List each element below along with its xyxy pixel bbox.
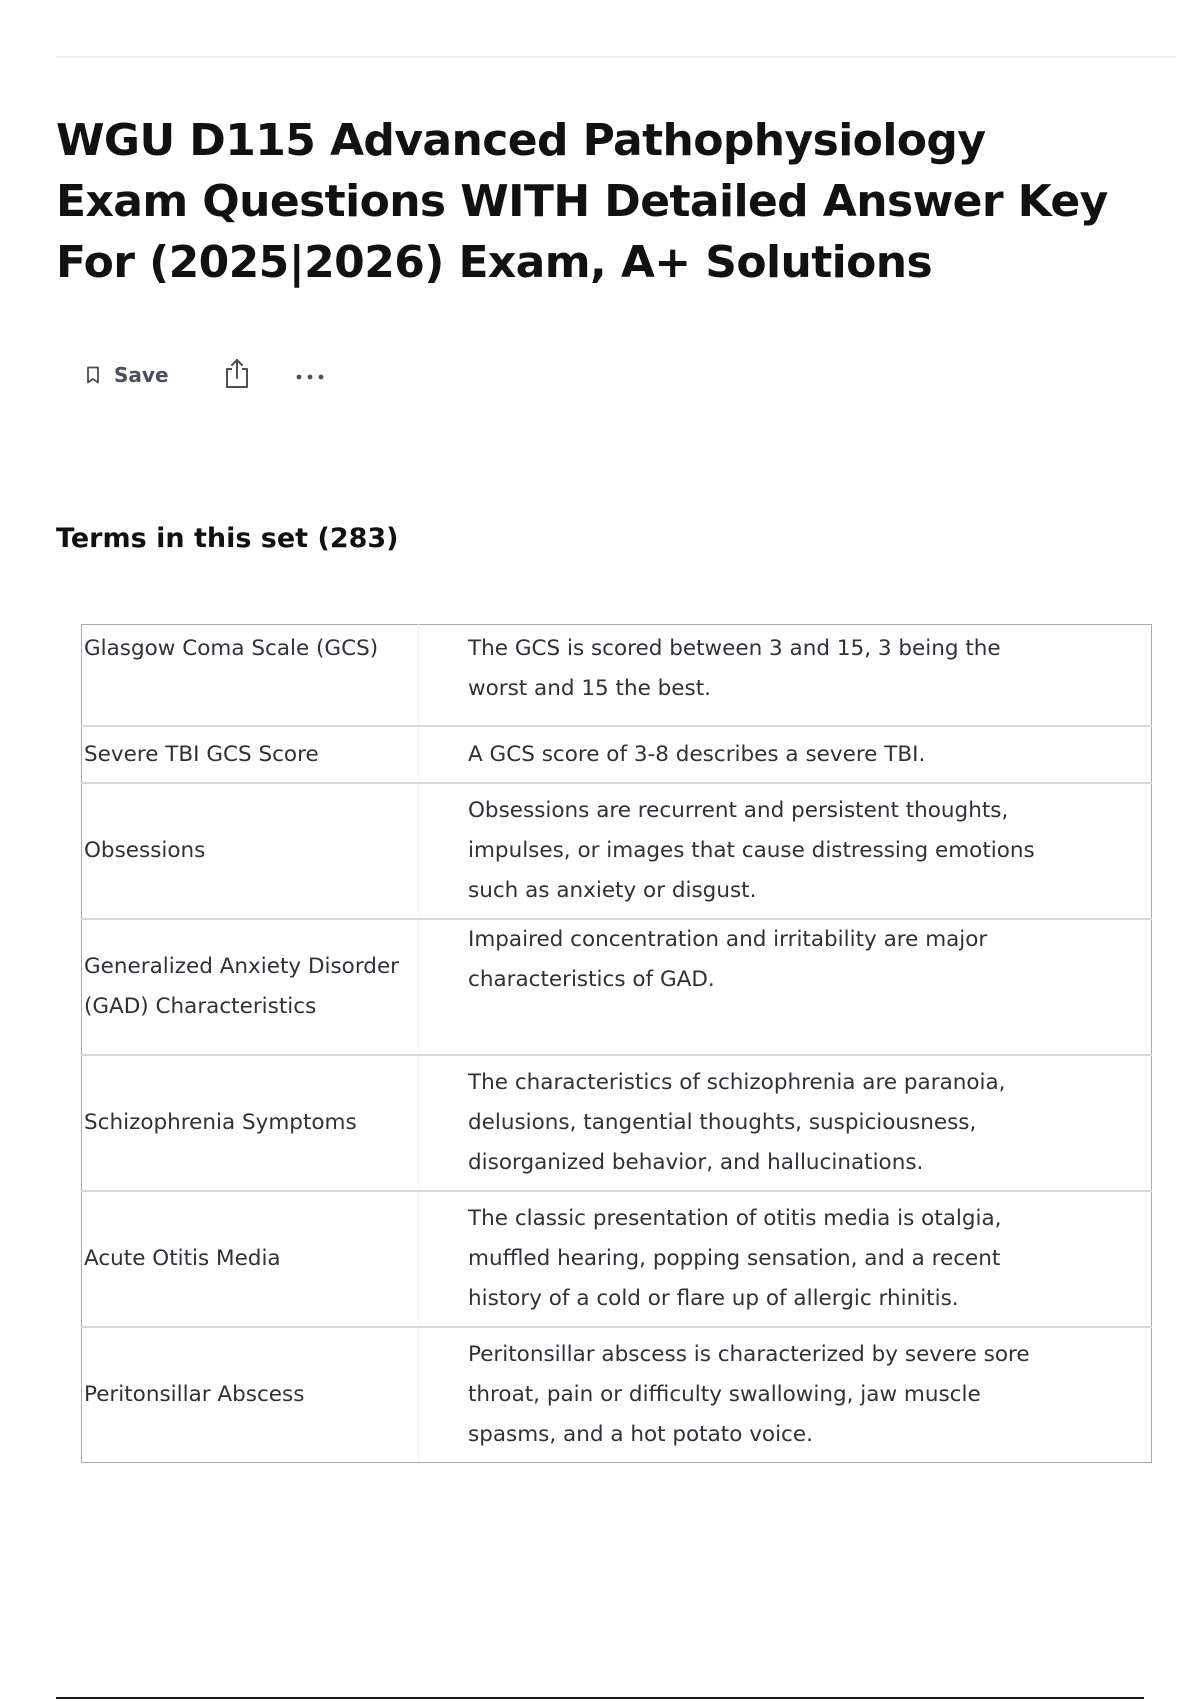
terms-table: [81, 624, 1152, 1463]
definition-cell: Impaired concentration and irritability are major characteristics of GAD.: [419, 919, 1152, 1055]
bookmark-icon: [86, 366, 100, 384]
definition-cell: Peritonsillar abscess is characterized by severe sore throat, pain or difficulty swallowing, jaw muscle spasms, and a hot potato voice.: [419, 1327, 1152, 1463]
table-row: [82, 1055, 1152, 1191]
term-cell: Acute Otitis Media: [82, 1191, 419, 1327]
save-button[interactable]: [86, 363, 169, 387]
share-button[interactable]: [223, 357, 251, 393]
page-title: WGU D115 Advanced Pathophysiology Exam Questions WITH Detailed Answer Key For (2025|2026) Exam, A+ Solutions: [56, 115, 1108, 288]
term-cell: Generalized Anxiety Disorder (GAD) Characteristics: [82, 919, 419, 1055]
term-cell: Obsessions: [82, 783, 419, 919]
definition-cell: A GCS score of 3-8 describes a severe TBI.: [419, 726, 1152, 783]
definition-cell: Obsessions are recurrent and persistent thoughts, impulses, or images that cause distressing emotions such as anxiety or disgust.: [419, 783, 1152, 919]
term-cell: Severe TBI GCS Score: [82, 726, 419, 783]
save-label: Save: [114, 363, 169, 387]
table-row: [82, 783, 1152, 919]
term-cell: Schizophrenia Symptoms: [82, 1055, 419, 1191]
table-row: [82, 919, 1152, 1055]
definition-cell: The classic presentation of otitis media is otalgia, muffled hearing, popping sensation, and a recent history of a cold or flare up of allergic rhinitis.: [419, 1191, 1152, 1327]
share-icon: [223, 357, 251, 393]
definition-cell: The GCS is scored between 3 and 15, 3 being the worst and 15 the best.: [419, 625, 1152, 727]
definition-cell: The characteristics of schizophrenia are paranoia, delusions, tangential thoughts, suspiciousness, disorganized behavior, and hallucinations.: [419, 1055, 1152, 1191]
terms-heading: Terms in this set (283): [56, 523, 399, 554]
term-cell: Glasgow Coma Scale (GCS): [82, 625, 419, 727]
table-row: [82, 726, 1152, 783]
table-row: [82, 1191, 1152, 1327]
bottom-divider: [56, 1697, 1144, 1699]
top-divider: [56, 56, 1176, 58]
more-icon: [295, 366, 325, 385]
action-bar: [86, 358, 325, 392]
term-cell: Peritonsillar Abscess: [82, 1327, 419, 1463]
more-options-button[interactable]: [295, 366, 325, 385]
table-row: [82, 625, 1152, 727]
table-row: [82, 1327, 1152, 1463]
